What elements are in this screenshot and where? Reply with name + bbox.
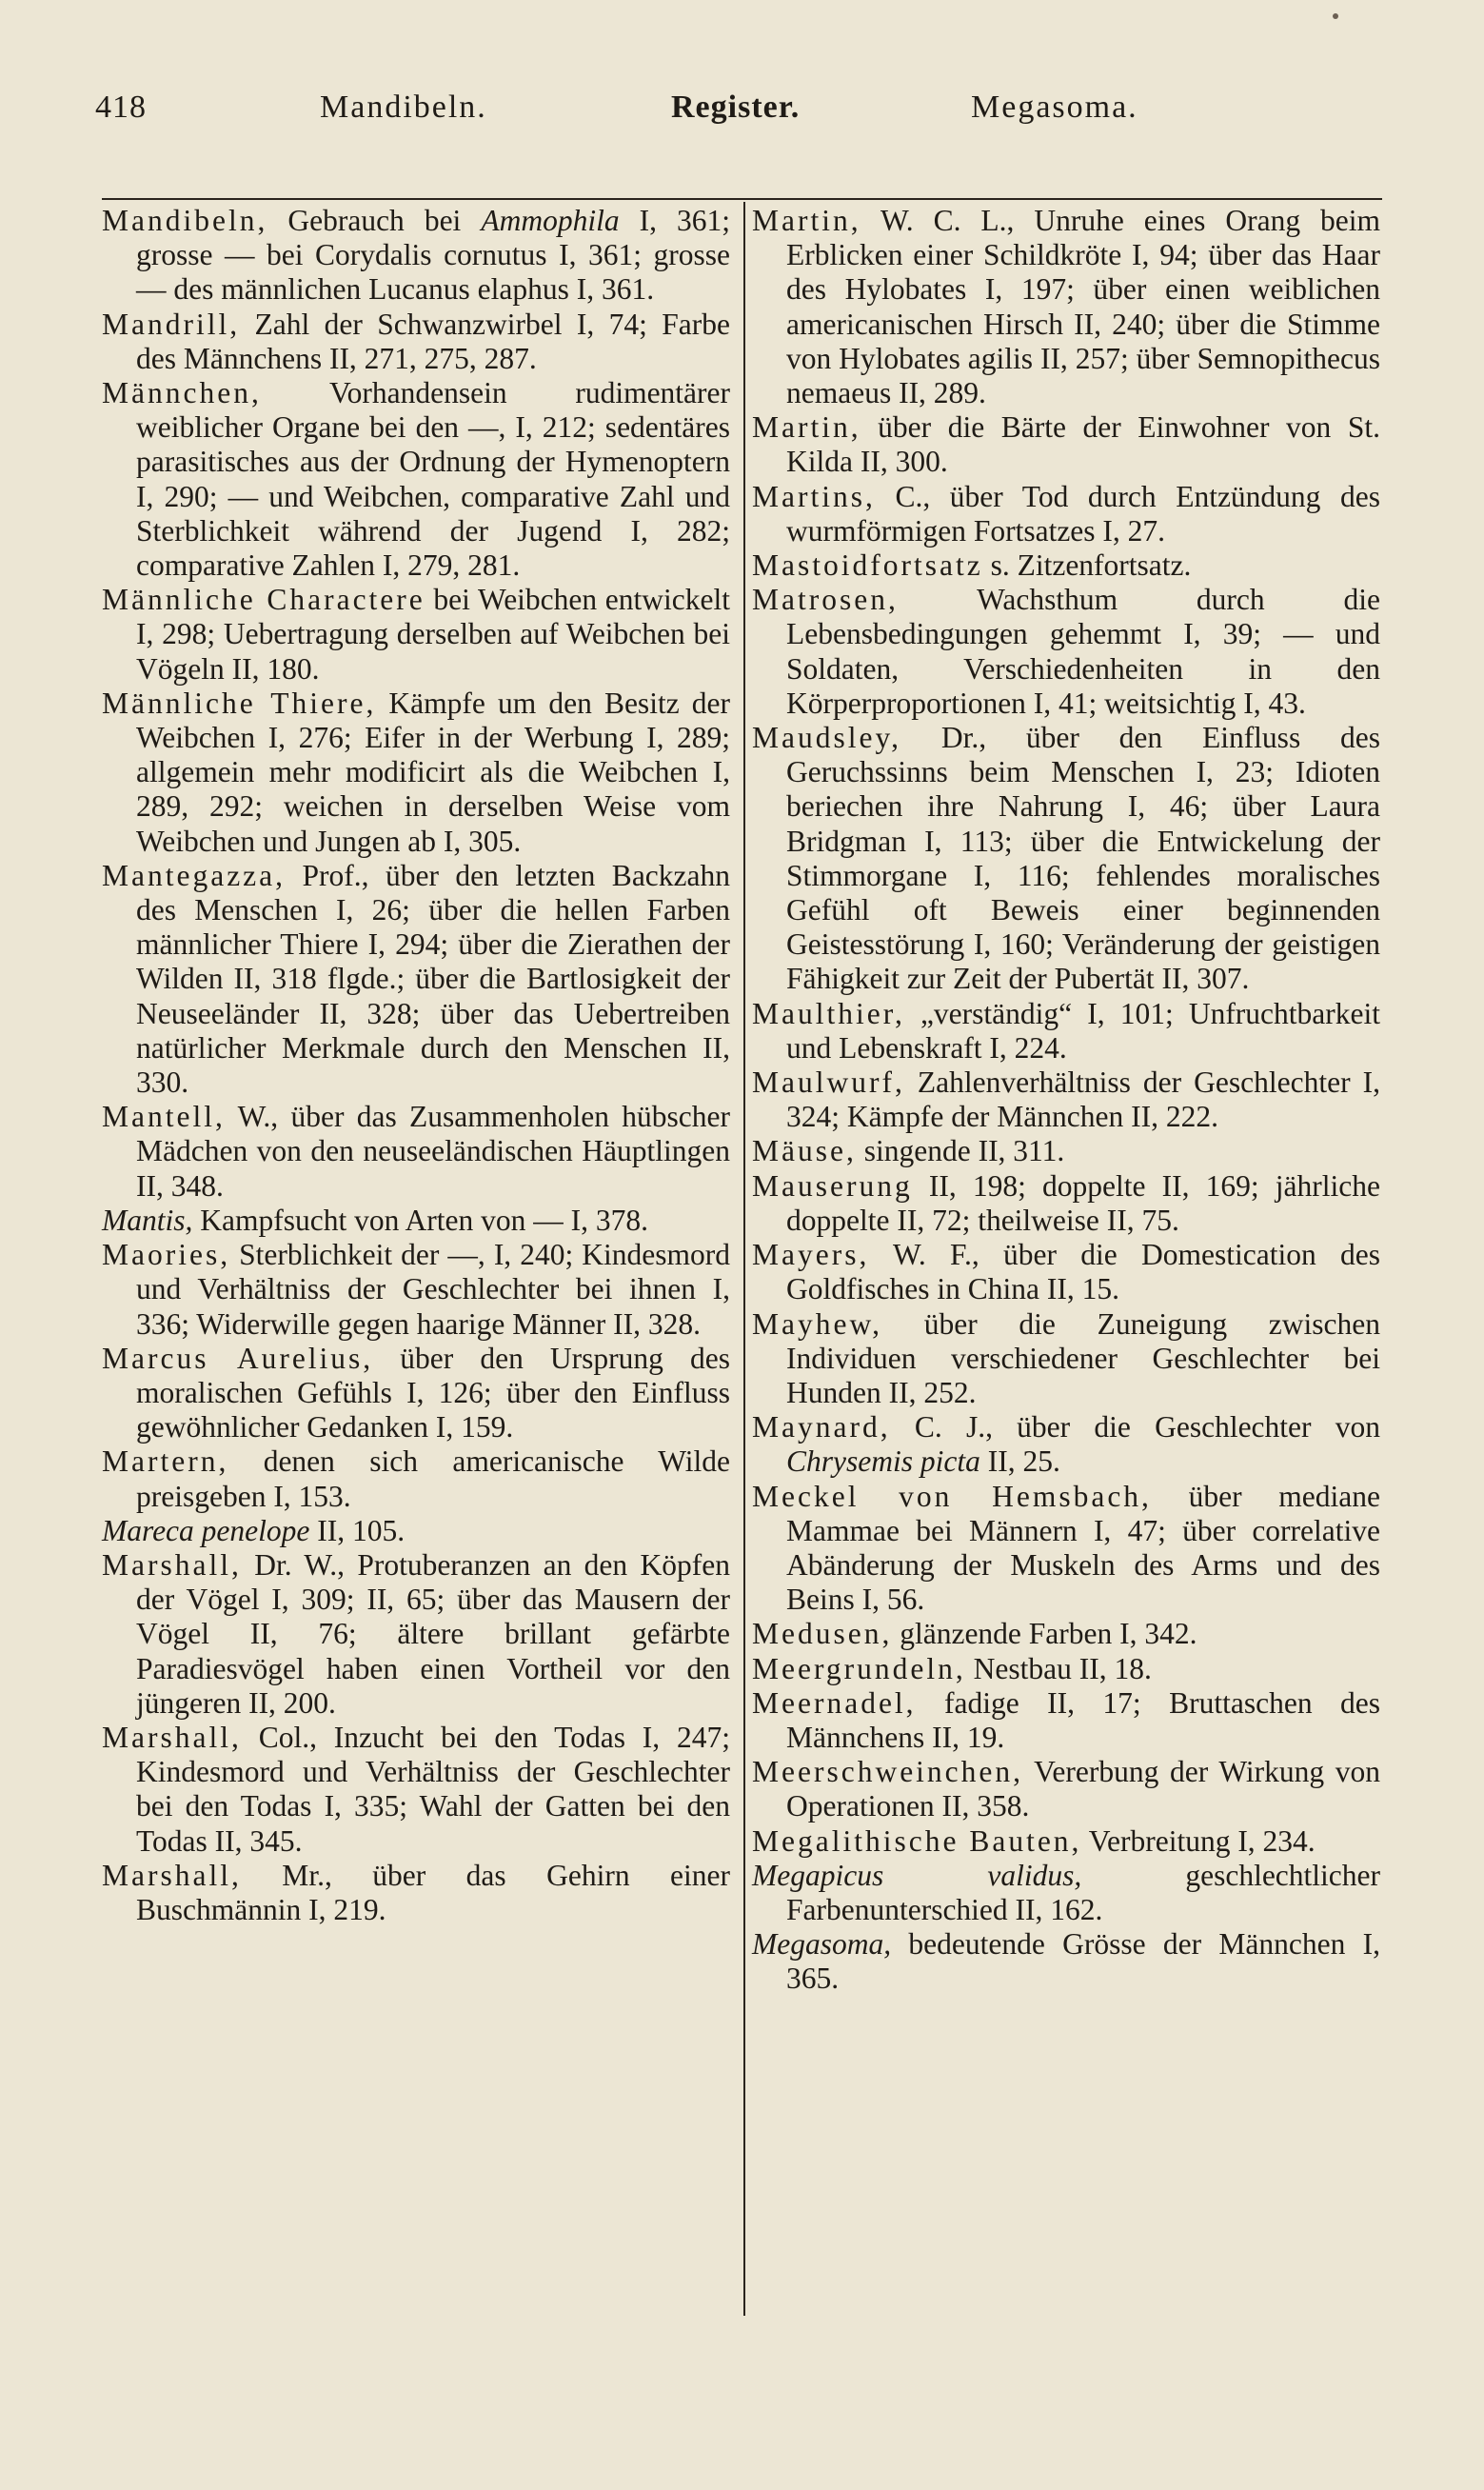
index-entry — [102, 204, 730, 308]
index-entry — [752, 1134, 1380, 1168]
right-column — [752, 204, 1380, 1997]
running-head-right: Megasoma. — [971, 90, 1138, 125]
page-number: 418 — [95, 90, 147, 125]
index-headword: Matrosen, — [752, 583, 899, 617]
index-entry-text: C., über Tod durch Entzündung des wurmförmigen Fortsatzes I, 27. — [786, 479, 1380, 548]
index-entry — [752, 1927, 1380, 1996]
index-headword: Mayhew, — [752, 1306, 883, 1341]
index-entry — [752, 721, 1380, 997]
index-entry-text: Vererbung der Wirkung von Operationen II, 358. — [786, 1755, 1380, 1823]
index-headword: Maulthier, — [752, 996, 905, 1030]
index-entry-text: bei Weibchen entwickelt I, 298; Uebertragung derselben auf Weibchen bei Vögeln II, 180. — [136, 583, 730, 686]
index-headword: Meernadel, — [752, 1685, 917, 1720]
index-entry — [752, 1238, 1380, 1306]
index-entry-text: über den Ursprung des moralischen Gefühls I, 126; über den Einfluss gewöhnlicher Gedanken I, 159. — [136, 1341, 730, 1444]
index-entry-text: Verbreitung I, 234. — [1081, 1823, 1316, 1858]
column-divider — [743, 202, 745, 2316]
index-entry-text: Zahlenverhältniss der Geschlechter I, 324; Kämpfe der Männchen II, 222. — [786, 1066, 1380, 1134]
index-headword: Meerschweinchen, — [752, 1755, 1024, 1789]
index-headword: Medusen, — [752, 1617, 893, 1651]
index-entry-text: glänzende Farben I, 342. — [892, 1617, 1197, 1651]
index-entry-text: über die Zuneigung zwischen Individuen verschiedener Geschlechter bei Hunden II, 252. — [786, 1306, 1380, 1409]
index-headword: Maories, — [102, 1238, 231, 1272]
index-entry-text: C. J., über die Geschlechter von — [890, 1410, 1380, 1444]
index-entry-italic: Megapicus validus, — [752, 1858, 1082, 1892]
index-headword: Marshall, — [102, 1858, 242, 1892]
index-entry — [752, 997, 1380, 1066]
index-entry — [752, 1755, 1380, 1823]
index-headword: Martin, — [752, 204, 861, 237]
index-entry-text: II, 105. — [309, 1513, 406, 1547]
index-entry — [752, 1307, 1380, 1411]
index-entry — [752, 1480, 1380, 1618]
index-headword: Mastoidfortsatz — [752, 548, 983, 583]
index-entry — [102, 308, 730, 376]
index-entry — [102, 859, 730, 1100]
index-entry-text: bedeutende Grösse der Männchen I, 365. — [786, 1927, 1380, 1996]
index-entry — [752, 1859, 1380, 1927]
index-entry-text: „verständig“ I, 101; Unfruchtbarkeit und Lebenskraft I, 224. — [786, 996, 1380, 1065]
index-headword: Marshall, — [102, 1720, 242, 1754]
index-entry — [752, 204, 1380, 410]
index-entry-text: II, 198; doppelte II, 169; jährliche doppelte II, 72; theilweise II, 75. — [786, 1168, 1380, 1237]
index-entry — [102, 1721, 730, 1859]
index-entry — [102, 1548, 730, 1721]
index-entry — [102, 376, 730, 583]
index-entry-text: Col., Inzucht bei den Todas I, 247; Kindesmord und Verhältniss der Geschlechter bei den Todas I, 335; Wahl der Gatten bei den Todas II, 345. — [136, 1720, 730, 1858]
header-rule — [102, 198, 1382, 200]
index-entry-text: W. F., über die Domestication des Goldfisches in China II, 15. — [786, 1238, 1380, 1306]
index-headword: Mandrill, — [102, 307, 241, 341]
index-entry — [102, 1444, 730, 1513]
index-entry-text: geschlechtlicher Farbenunterschied II, 162. — [786, 1858, 1380, 1926]
index-entry-text: denen sich americanische Wilde preisgeben I, 153. — [136, 1444, 730, 1513]
index-entry-text: singende II, 311. — [856, 1134, 1065, 1168]
index-headword: Männchen, — [102, 376, 262, 410]
index-headword: Maulwurf, — [752, 1066, 905, 1100]
index-entry-italic: Chrysemis picta — [786, 1444, 980, 1479]
index-entry — [752, 1686, 1380, 1755]
index-headword: Martern, — [102, 1444, 229, 1479]
index-entry-text: Sterblichkeit der —, I, 240; Kindesmord und Verhältniss der Geschlechter bei ihnen I, 336; Widerwille gegen haarige Männer II, 328. — [136, 1238, 730, 1341]
index-entry-italic: Mareca penelope — [102, 1513, 310, 1547]
index-entry-text: Vorhandensein rudimentärer weiblicher Organe bei den —, I, 212; sedentäres parasitisches aus der Ordnung der Hymenoptern I, 290; — und Weibchen, comparative Zahl und Sterblichkeit während der Jugend I, 282; comparative Zahlen I, 279, 281. — [136, 376, 730, 583]
index-entry — [102, 1342, 730, 1445]
index-headword: Martins, — [752, 479, 876, 513]
index-entry-italic: Mantis, — [102, 1203, 193, 1237]
index-entry — [752, 1652, 1380, 1686]
index-headword: Mantell, — [102, 1100, 226, 1134]
running-header — [95, 90, 1371, 137]
index-headword: Maynard, — [752, 1410, 891, 1444]
index-entry — [102, 687, 730, 859]
index-entry-text: Dr. W., Protuberanzen an den Köpfen der Vögel I, 309; II, 65; über das Mausern der Vögel II, 76; ältere brillant gefärbte Paradiesvögel haben einen Vortheil vor den jüngeren II, 200. — [136, 1547, 730, 1720]
index-headword: Mauserung — [752, 1168, 913, 1203]
index-entry-text: Wachsthum durch die Lebensbedingungen gehemmt I, 39; — und Soldaten, Verschiedenheiten in den Körperproportionen I, 41; weitsichtig I, 43. — [786, 583, 1380, 720]
index-headword: Meergrundeln, — [752, 1651, 966, 1685]
running-head-center: Register. — [671, 90, 801, 125]
index-entry — [752, 1410, 1380, 1479]
index-entry-text: Dr., über den Einfluss des Geruchssinns beim Menschen I, 23; Idioten beriechen ihre Nahrung I, 46; über Laura Bridgman I, 113; über die Entwickelung der Stimmorgane I, 116; fehlendes moralisches Gefühl oft Beweis einer beginnenden Geistesstörung I, 160; Veränderung der geistigen Fähigkeit zur Zeit der Pubertät II, 307. — [786, 721, 1380, 996]
index-entry — [752, 583, 1380, 721]
index-entry-text: über die Bärte der Einwohner von St. Kilda II, 300. — [786, 410, 1380, 479]
index-entry — [752, 1066, 1380, 1134]
index-headword: Martin, — [752, 410, 861, 445]
index-entry-text: W., über das Zusammenholen hübscher Mädchen von den neuseeländischen Häuptlingen II, 348. — [136, 1100, 730, 1203]
index-entry — [752, 1824, 1380, 1859]
index-entry — [102, 1204, 730, 1238]
index-entry — [102, 583, 730, 687]
index-entry-italic: Ammophila — [481, 204, 620, 237]
index-headword: Marcus Aurelius, — [102, 1341, 374, 1375]
index-headword: Männliche Thiere, — [102, 686, 377, 720]
index-entry-italic: Megasoma, — [752, 1927, 892, 1962]
index-entry-text: Kampfsucht von Arten von — I, 378. — [192, 1203, 648, 1237]
index-entry — [752, 480, 1380, 548]
index-entry — [752, 410, 1380, 479]
index-entry-text: I, 361; grosse — bei Corydalis cornutus I, 361; grosse — des männlichen Lucanus elaphus I, 361. — [136, 204, 730, 307]
index-headword: Mantegazza, — [102, 858, 287, 892]
index-headword: Marshall, — [102, 1547, 242, 1582]
index-entry-text: W. C. L., Unruhe eines Orang beim Erblicken einer Schildkröte I, 94; über das Haar des Hylobates I, 197; über einen weiblichen americanischen Hirsch II, 240; über die Stimme von Hylobates agilis II, 257; über Semnopithecus nemaeus II, 289. — [786, 204, 1380, 410]
index-entry — [102, 1238, 730, 1342]
index-headword: Männliche Charactere — [102, 583, 425, 617]
index-entry — [752, 1617, 1380, 1651]
index-entry-text: Prof., über den letzten Backzahn des Menschen I, 26; über die hellen Farben männlicher Thiere I, 294; über die Zierathen der Wilden II, 318 flgde.; über die Bartlosigkeit der Neuseeländer II, 328; über das Uebertreiben natürlicher Merkmale durch den Menschen II, 330. — [136, 858, 730, 1100]
index-headword: Maudsley, — [752, 721, 902, 755]
running-head-left: Mandibeln. — [320, 90, 487, 125]
index-entry-text: über mediane Mammae bei Männern I, 47; über correlative Abänderung der Muskeln des Arms und des Beins I, 56. — [786, 1479, 1381, 1617]
index-headword: Megalithische Bauten, — [752, 1823, 1082, 1858]
index-entry-text: s. Zitzenfortsatz. — [982, 548, 1192, 583]
index-headword: Mäuse, — [752, 1134, 857, 1168]
left-column — [102, 204, 730, 1927]
index-entry-text: Mr., über das Gehirn einer Buschmännin I, 219. — [136, 1858, 730, 1926]
index-entry — [752, 1169, 1380, 1238]
index-entry — [102, 1514, 730, 1548]
index-entry-text: Gebrauch bei — [267, 204, 482, 237]
index-headword: Mandibeln, — [102, 204, 268, 237]
index-entry — [752, 548, 1380, 583]
index-entry-text: Zahl der Schwanzwirbel I, 74; Farbe des Männchens II, 271, 275, 287. — [136, 307, 730, 375]
speck-mark — [1333, 13, 1338, 19]
index-headword: Mayers, — [752, 1238, 870, 1272]
index-entry-text: II, 25. — [979, 1444, 1060, 1479]
index-headword: Meckel von Hemsbach, — [752, 1479, 1152, 1513]
index-entry — [102, 1859, 730, 1927]
index-entry-text: Nestbau II, 18. — [965, 1651, 1152, 1685]
index-entry-text: Kämpfe um den Besitz der Weibchen I, 276; Eifer in der Werbung I, 289; allgemein mehr modificirt als die Weibchen I, 289, 292; weichen in derselben Weise vom Weibchen und Jungen ab I, 305. — [136, 686, 731, 858]
index-entry — [102, 1100, 730, 1204]
index-entry-text: fadige II, 17; Bruttaschen des Männchens II, 19. — [786, 1685, 1380, 1754]
